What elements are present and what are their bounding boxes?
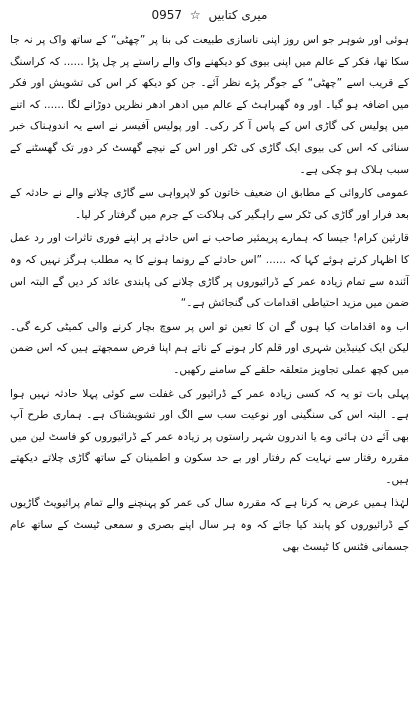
page-header	[10, 6, 409, 28]
article-body	[10, 30, 409, 558]
paragraph-5: پہلی بات تو یہ کہ کسی زیادہ عمر کے ڈرائیور کی غفلت سے کوئی پہلا حادثہ نہیں ہوا ہے۔ البتہ اس کی سنگینی اور نوعیت سب سے الگ اور تشویشناک ہے۔ ہماری طرح آپ بھی آئے دن ہائی وے یا اندرون شہر راستوں پر زیادہ عمر کے ڈرائیوروں کو فاسٹ لین میں مقررہ رفتار سے نہایت کم رفتار اور بے حد سکون و اطمینان کے ساتھ گاڑی چلاتے دیکھتے ہیں۔	[10, 387, 409, 486]
paragraph-3: قارئین کرام! جیسا کہ ہمارے پریمئیر صاحب نے اس حادثے پر اپنے فوری تاثرات اور رد عمل کا اظہار کرتے ہوئے کہا کہ ...... ”اس حادثے کے رونما ہونے کا یہ مطلب ہرگز نہیں کہ وہ آئندہ سے تمام زیادہ عمر کے ڈرائیوروں پر گاڑی چلانے کی پابندی عائد کر دیں گے البتہ اس ضمن میں مزید احتیاطی اقدامات کی گنجائش ہے۔“	[10, 232, 409, 310]
paragraph-4: اب وہ اقدامات کیا ہوں گے ان کا تعین تو اس پر سوچ بچار کرنے والی کمیٹی کرے گی۔ لیکن ایک کینیڈین شہری اور قلم کار ہونے کے ناتے ہم اپنا فرض سمجھتے ہیں کہ اس ضمن میں کچھ عملی تجاویز متعلقہ حلقے کے سامنے رکھیں۔	[10, 320, 409, 376]
page-number: 0957	[151, 8, 183, 22]
paragraph-2: عمومی کاروائی کے مطابق ان ضعیف خاتون کو لاپرواہی سے گاڑی چلانے والے نے حادثہ کے بعد فرار اور گاڑی کی ٹکر سے راہگیر کی ہلاکت کے جرم میں گرفتار کر لیا۔	[10, 187, 409, 221]
book-title: میری کتابیں	[208, 8, 268, 22]
paragraph-6: لہٰذا ہمیں عرض یہ کرنا ہے کہ مقررہ سال کی عمر کو پہنچنے والے تمام پرائیویٹ گاڑیوں کے ڈرائیوروں کو پابند کیا جائے کہ وہ ہر سال اپنے بصری و سمعی ٹیسٹ کے ساتھ عام جسمانی فٹنس کا ٹیسٹ بھی	[10, 497, 409, 553]
star-icon: ☆	[189, 8, 201, 22]
paragraph-1: ہوئی اور شوہر جو اس روز اپنی ناسازی طبیعت کی بنا پر ”چھٹی“ کے ساتھ واک پر نہ جا سکا تھا، فکر کے عالم میں اپنی بیوی کو دیکھنے واک والے راستے پر چل پڑا ...... کہ کراسنگ کے قریب اسے ”چھٹی“ کے جوگر پڑے نظر آئے۔ جن کو دیکھ کر اس کی تشویش اور فکر میں اضافہ ہو گیا۔ اور وہ گھبراہٹ کے عالم میں ادھر ادھر نظریں دوڑانے لگا ...... کہ اتنے میں پولیس کی گاڑی اس کے پاس آ کر رکی۔ اور پولیس آفیسر نے اسے یہ اندوہناک خبر سنائی کہ اس کی بیوی ایک گاڑی کی ٹکر اور اس کے نیچے گھسٹ کر دور تک گھسٹنے کے سبب ہلاک ہو چکی ہے۔	[10, 34, 409, 176]
